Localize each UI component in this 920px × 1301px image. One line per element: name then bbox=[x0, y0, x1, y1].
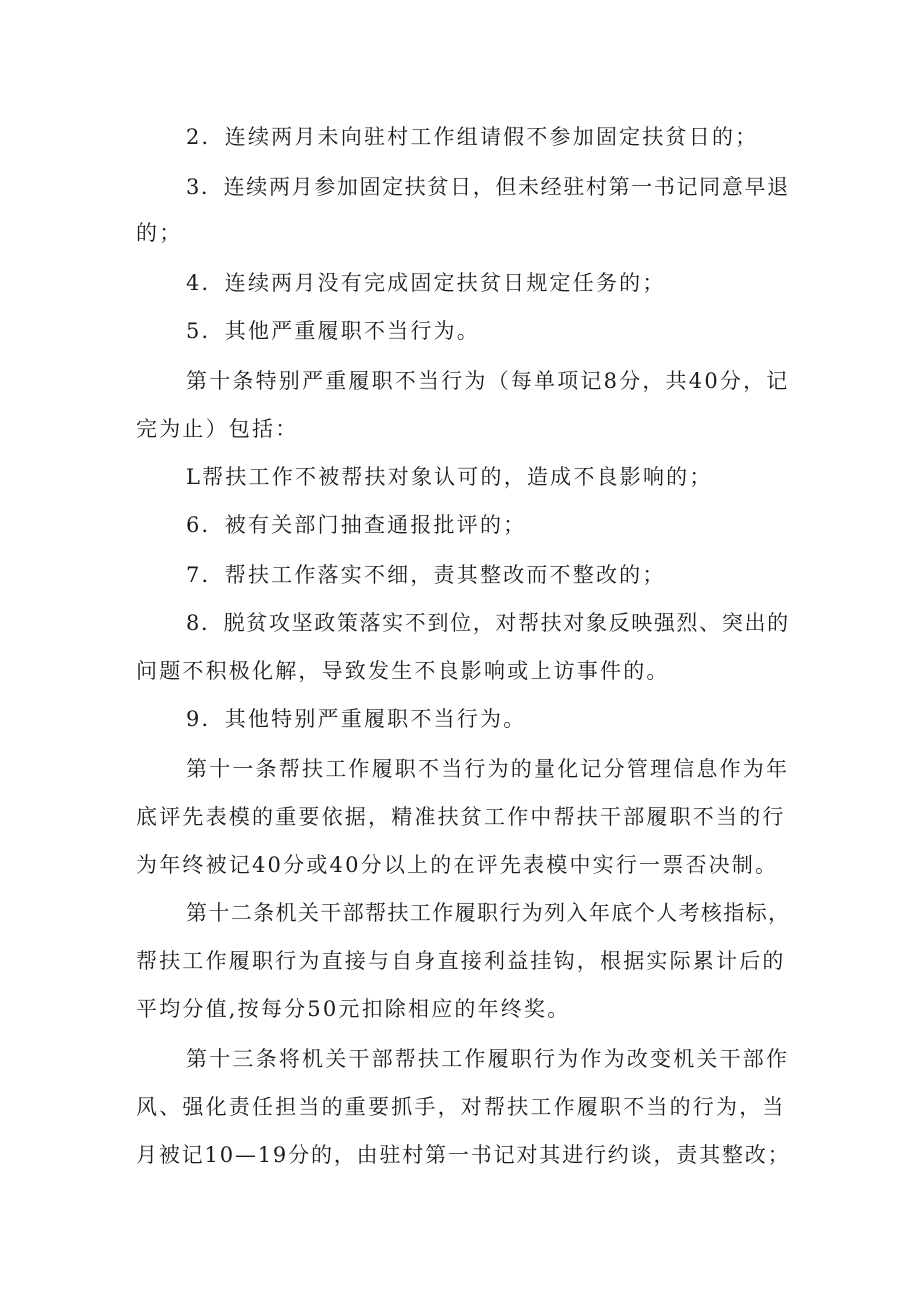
text-line: 第十条特别严重履职不当行为（每单项记8分，共40分，记 bbox=[186, 369, 790, 393]
text-line: 2．连续两月未向驻村工作组请假不参加固定扶贫日的； bbox=[186, 125, 759, 149]
text-line: 6．被有关部门抽查通报批评的； bbox=[186, 513, 527, 537]
text-line: 底评先表模的重要依据，精准扶贫工作中帮扶干部履职不当的行 bbox=[136, 805, 786, 829]
text-line: 5．其他严重履职不当行为。 bbox=[186, 319, 480, 343]
text-line: 风、强化责任担当的重要抓手，对帮扶工作履职不当的行为，当 bbox=[136, 1095, 786, 1119]
text-line: 3．连续两月参加固定扶贫日，但未经驻村第一书记同意早退 bbox=[186, 175, 790, 199]
text-line: 月被记10—19分的，由驻村第一书记对其进行约谈，责其整改； bbox=[136, 1143, 791, 1167]
text-line: 第十三条将机关干部帮扶工作履职行为作为改变机关干部作 bbox=[186, 1047, 790, 1071]
text-line: 第十一条帮扶工作履职不当行为的量化记分管理信息作为年 bbox=[186, 757, 790, 781]
text-line: 4．连续两月没有完成固定扶贫日规定任务的； bbox=[186, 271, 666, 295]
text-line: 平均分值,按每分50元扣除相应的年终奖。 bbox=[136, 997, 571, 1021]
text-line: 为年终被记40分或40分以上的在评先表模中实行一票否决制。 bbox=[136, 853, 779, 877]
text-line: L帮扶工作不被帮扶对象认可的，造成不良影响的； bbox=[186, 465, 713, 489]
text-line: 帮扶工作履职行为直接与自身直接利益挂钩，根据实际累计后的 bbox=[136, 949, 786, 973]
text-line: 第十二条机关干部帮扶工作履职行为列入年底个人考核指标， bbox=[186, 901, 791, 925]
text-line: 问题不积极化解，导致发生不良影响或上访事件的。 bbox=[136, 659, 670, 683]
text-line: 7．帮扶工作落实不细，责其整改而不整改的； bbox=[186, 563, 666, 587]
text-line: 完为止）包括： bbox=[136, 417, 299, 441]
text-line: 8．脱贫攻坚政策落实不到位，对帮扶对象反映强烈、突出的 bbox=[186, 611, 790, 635]
text-line: 9．其他特别严重履职不当行为。 bbox=[186, 707, 527, 731]
text-line: 的； bbox=[136, 221, 183, 245]
